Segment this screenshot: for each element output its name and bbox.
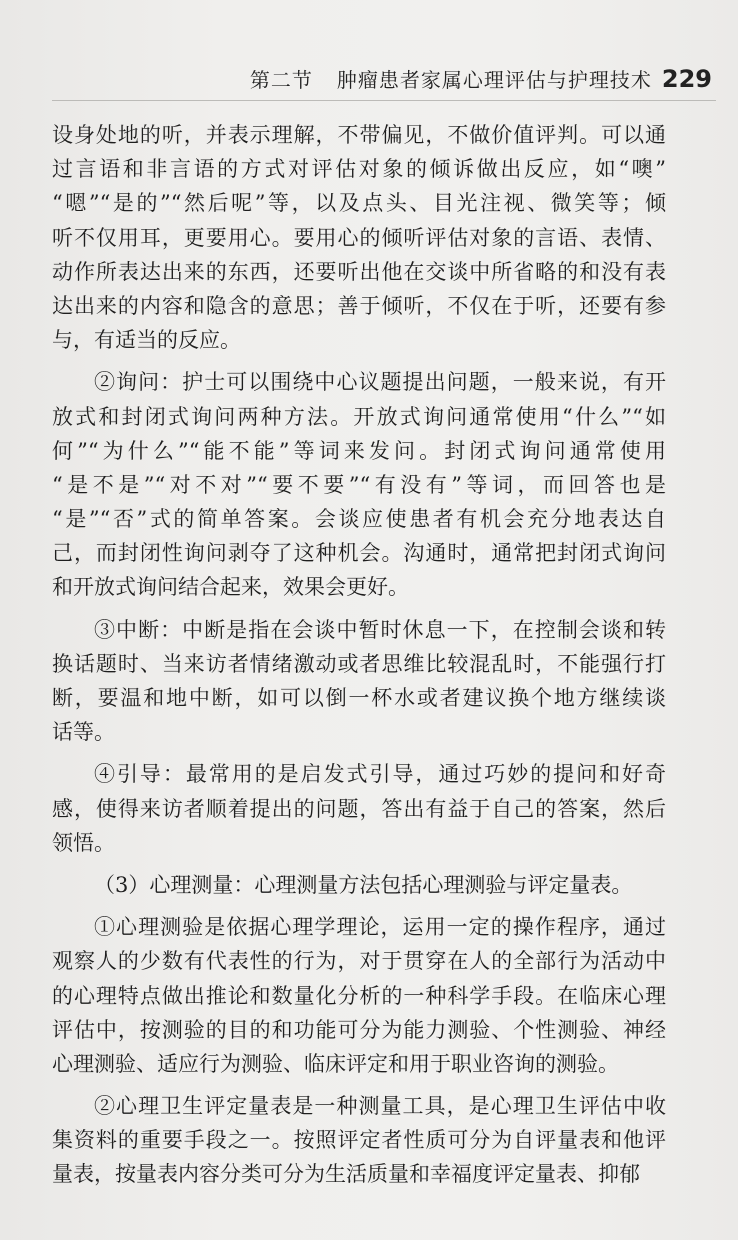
text-line: 话等。	[52, 720, 115, 745]
page-number: 229	[661, 65, 712, 93]
paragraph-gap	[52, 902, 666, 910]
text-line: 动作所表达出来的东西，还要听出他在交谈中所省略的和没有表	[52, 259, 666, 284]
paragraph	[52, 365, 666, 604]
text-line: 过言语和非言语的方式对评估对象的倾诉做出反应，如“噢”	[52, 157, 666, 182]
text-line: 何”“为什么”“能不能”等词来发问。封闭式询问通常使用	[52, 438, 666, 463]
text-line: ②心理卫生评定量表是一种测量工具，是心理卫生评估中收	[94, 1094, 666, 1119]
text-line: 观察人的少数有代表性的行为，对于贯穿在人的全部行为活动中	[52, 949, 666, 974]
text-line: ②询问：护士可以围绕中心议题提出问题，一般来说，有开	[94, 370, 666, 395]
header-section-label: 第二节	[249, 68, 313, 92]
text-line: ④引导：最常用的是启发式引导，通过巧妙的提问和好奇	[94, 762, 666, 787]
text-line: 断，要温和地中断，如可以倒一杯水或者建议换个地方继续谈	[52, 686, 666, 710]
paragraph	[52, 757, 666, 860]
paragraph	[52, 868, 666, 902]
text-line: ③中断：中断是指在会谈中暂时休息一下，在控制会谈和转	[94, 617, 666, 642]
text-line: 集资料的重要手段之一。按照评定者性质可分为自评量表和他评	[52, 1128, 666, 1153]
text-line: 设身处地的听，并表示理解，不带偏见，不做价值评判。可以通	[52, 123, 666, 147]
paragraph-gap	[52, 605, 666, 613]
text-line: 评估中，按测验的目的和功能可分为能力测验、个性测验、神经	[52, 1017, 666, 1042]
text-line: 和开放式询问结合起来，效果会更好。	[52, 575, 409, 600]
paragraph	[52, 118, 666, 357]
text-line: 放式和封闭式询问两种方法。开放式询问通常使用“什么”“如	[52, 404, 666, 429]
running-header	[250, 64, 712, 96]
text-line: ①心理测验是依据心理学理论，运用一定的操作程序，通过	[94, 915, 666, 940]
text-line: 感，使得来访者顺着提出的问题，答出有益于自己的答案，然后	[52, 796, 666, 821]
text-line: 领悟。	[52, 830, 115, 855]
text-line: 己，而封闭性询问剥夺了这种机会。沟通时，通常把封闭式询问	[52, 541, 666, 566]
paragraph-gap	[52, 1081, 666, 1089]
text-line: 量表，按量表内容分类可分为生活质量和幸福度评定量表、抑郁	[52, 1162, 640, 1187]
text-line: 换话题时、当来访者情绪激动或者思维比较混乱时，不能强行打	[52, 651, 666, 676]
paragraph	[52, 910, 666, 1081]
body-text	[52, 118, 666, 1192]
text-line: 与，有适当的反应。	[52, 328, 241, 353]
text-line: 的心理特点做出推论和数量化分析的一种科学手段。在临床心理	[52, 983, 666, 1008]
header-chapter-title: 肿瘤患者家属心理评估与护理技术	[336, 68, 652, 92]
header-rule	[52, 100, 716, 101]
text-line: 心理测验、适应行为测验、临床评定和用于职业咨询的测验。	[52, 1051, 619, 1076]
paragraph	[52, 613, 666, 750]
paragraph-gap	[52, 749, 666, 757]
text-line: 达出来的内容和隐含的意思；善于倾听，不仅在于听，还要有参	[52, 293, 666, 318]
paragraph-gap	[52, 357, 666, 365]
paragraph	[52, 1089, 666, 1192]
text-line: “是不是”“对不对”“要不要”“有没有”等词，而回答也是	[52, 472, 666, 497]
text-line: 听不仅用耳，更要用心。要用心的倾听评估对象的言语、表情、	[52, 225, 666, 250]
text-line: “是”“否”式的简单答案。会谈应使患者有机会充分地表达自	[52, 507, 666, 532]
paragraph-gap	[52, 860, 666, 868]
text-line: “嗯”“是的”“然后呢”等，以及点头、目光注视、微笑等；倾	[52, 191, 666, 216]
text-line: （3）心理测量：心理测量方法包括心理测验与评定量表。	[94, 872, 633, 897]
